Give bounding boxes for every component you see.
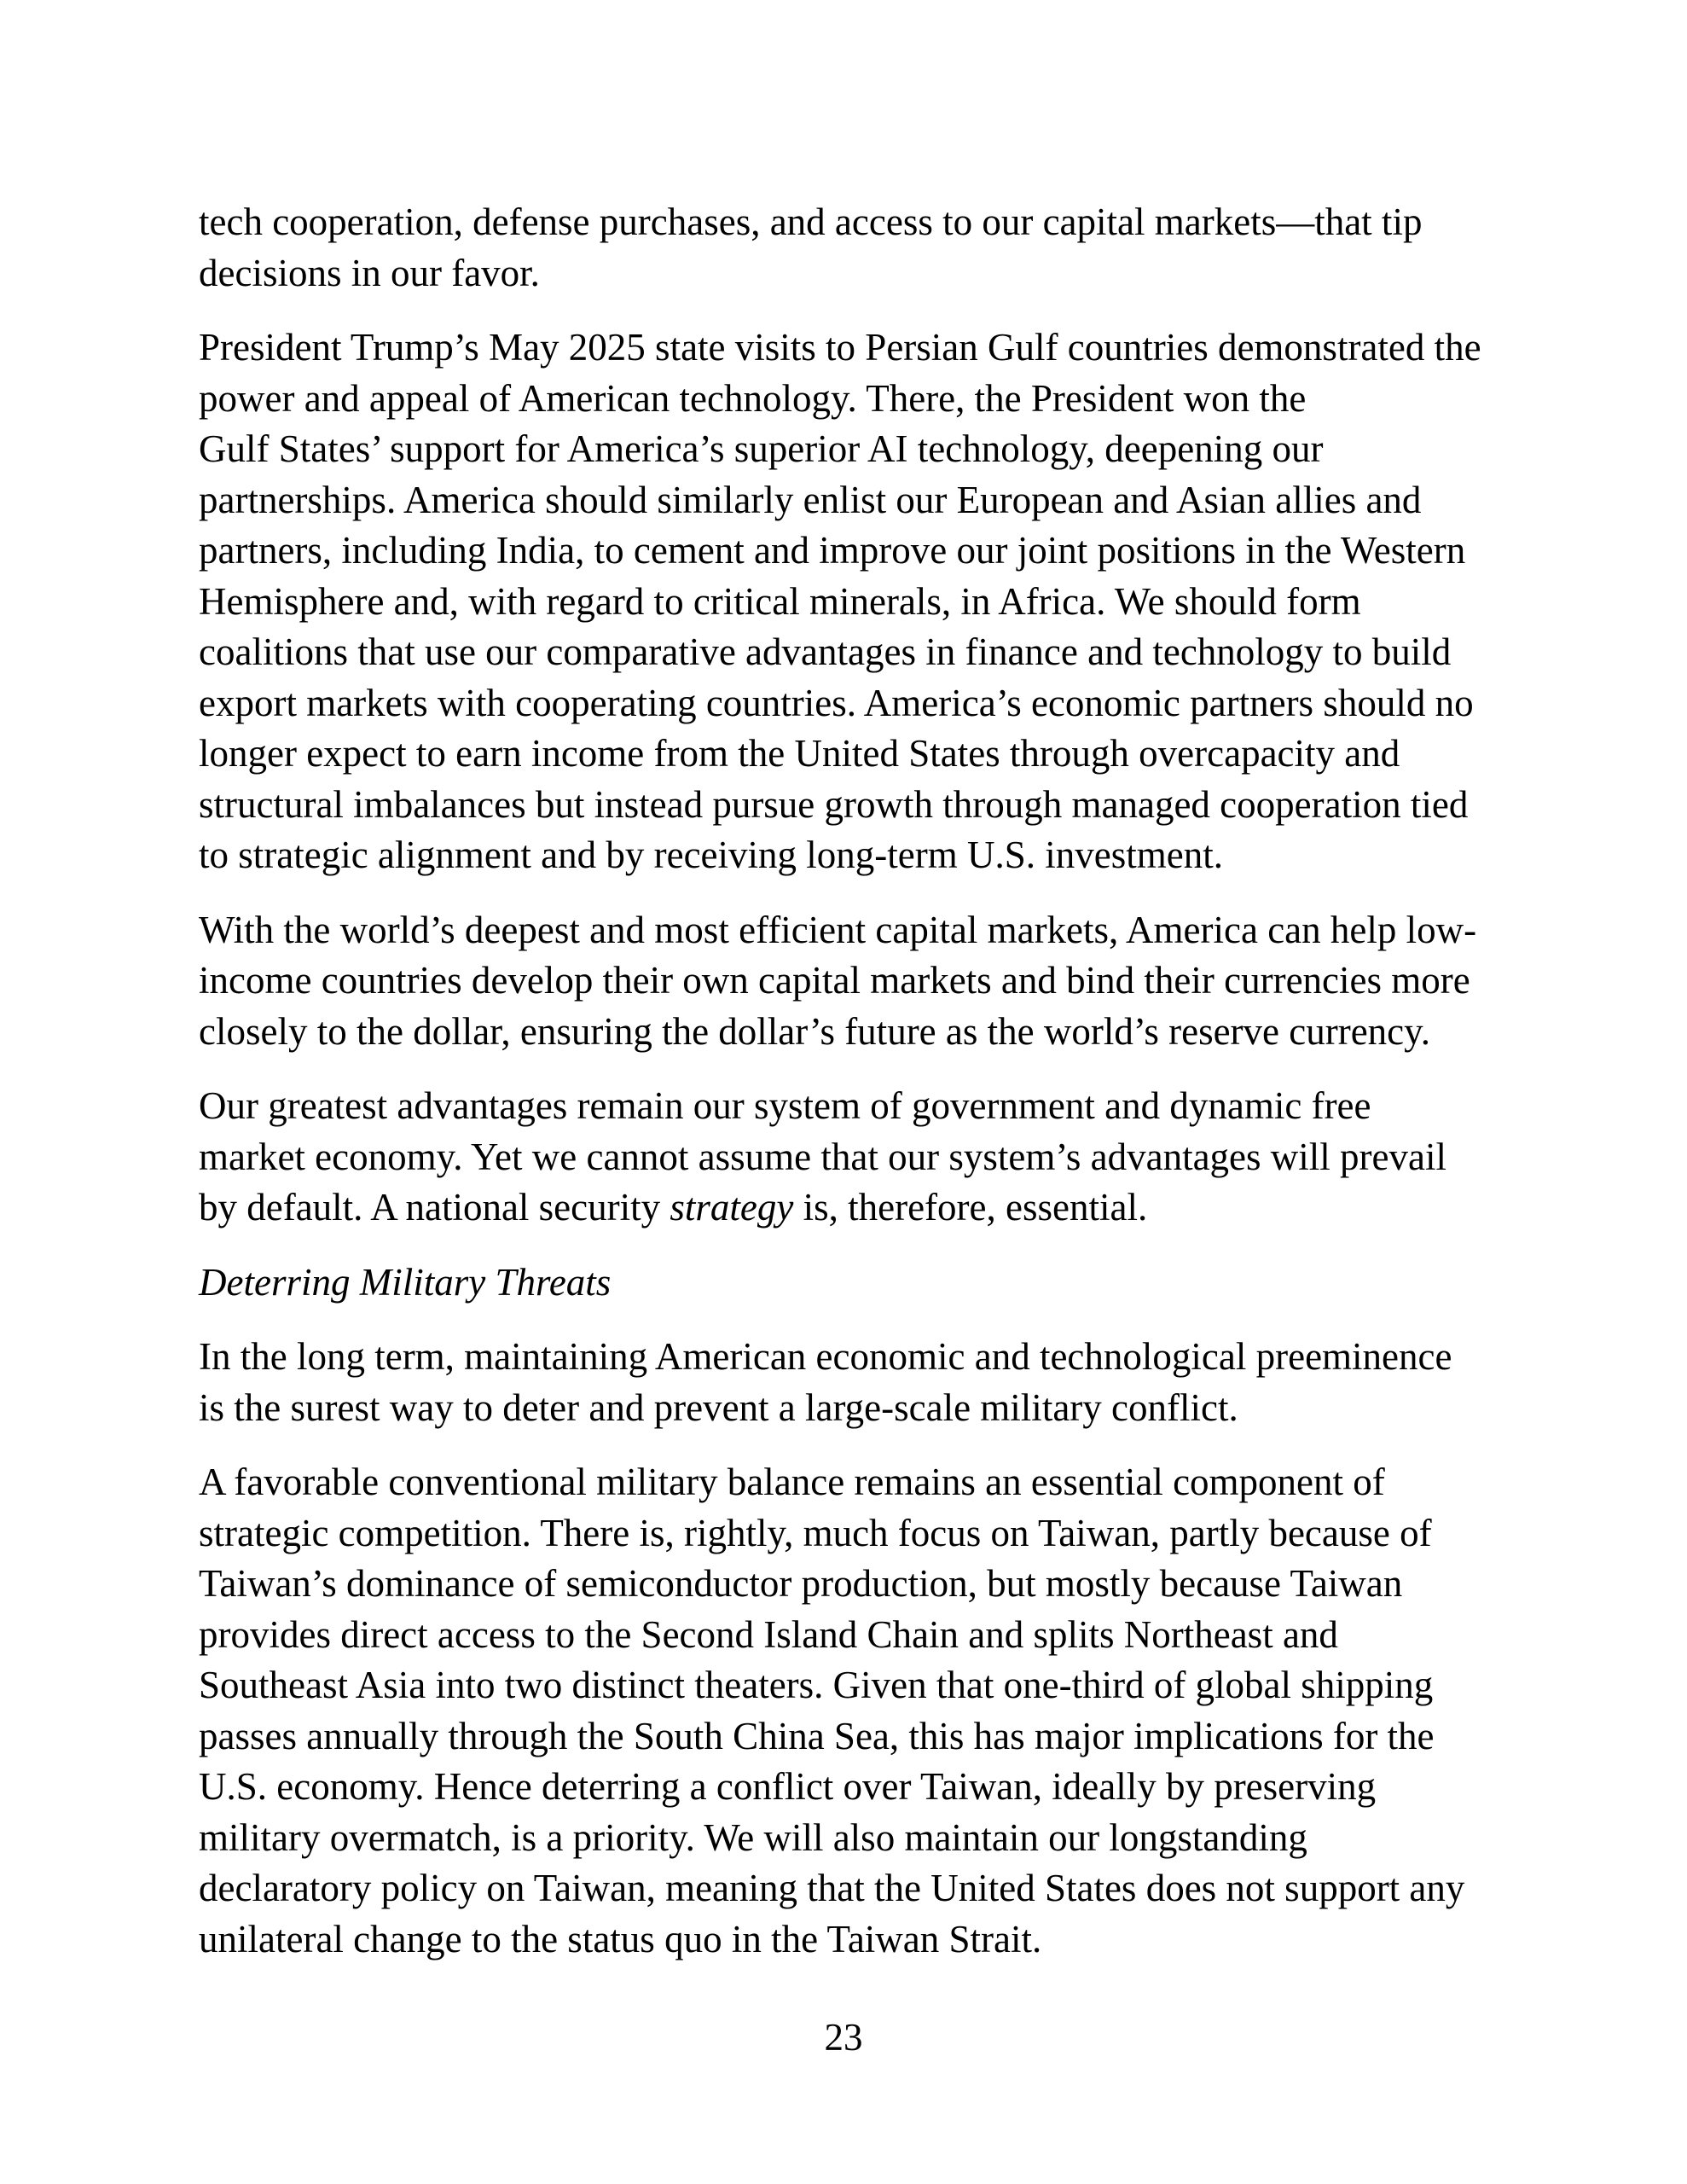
text-line: In the long term, maintaining American economic and technological preeminence — [199, 1335, 1452, 1378]
text-line: U.S. economy. Hence deterring a conflict over Taiwan, ideally by preserving — [199, 1765, 1377, 1808]
text-line: income countries develop their own capital markets and bind their currencies more — [199, 959, 1470, 1002]
text-line: President Trump’s May 2025 state visits to Persian Gulf countries demonstrated the — [199, 326, 1481, 369]
text-line: market economy. Yet we cannot assume that our system’s advantages will prevail — [199, 1135, 1446, 1178]
body-paragraph — [199, 905, 1492, 1058]
text-line: Hemisphere and, with regard to critical minerals, in Africa. We should form — [199, 579, 1361, 623]
text-line: export markets with cooperating countries. America’s economic partners should no — [199, 681, 1474, 724]
body-paragraph — [199, 1081, 1492, 1234]
text-line: longer expect to earn income from the United States through overcapacity and — [199, 732, 1400, 775]
text-line: With the world’s deepest and most efficient capital markets, America can help low- — [199, 908, 1477, 951]
text-line: Taiwan’s dominance of semiconductor production, but mostly because Taiwan — [199, 1562, 1403, 1605]
text-line: structural imbalances but instead pursue growth through managed cooperation tied — [199, 782, 1469, 826]
text-line: closely to the dollar, ensuring the dollar’s future as the world’s reserve currency. — [199, 1009, 1430, 1053]
italic-text-segment: strategy — [670, 1186, 794, 1228]
text-line: strategic competition. There is, rightly, much focus on Taiwan, partly because of — [199, 1511, 1432, 1554]
body-paragraph — [199, 322, 1492, 881]
text-line: to strategic alignment and by receiving long-term U.S. investment. — [199, 834, 1223, 876]
text-line: unilateral change to the status quo in the Taiwan Strait. — [199, 1917, 1042, 1960]
text-line: Our greatest advantages remain our system of government and dynamic free — [199, 1084, 1371, 1127]
text-line: is the surest way to deter and prevent a large-scale military conflict. — [199, 1385, 1238, 1429]
text-line: Gulf States’ support for America’s superior AI technology, deepening our — [199, 427, 1324, 470]
heading-paragraph — [199, 1258, 1492, 1309]
text-line: passes annually through the South China Sea, this has major implications for the — [199, 1714, 1435, 1757]
section-heading: Deterring Military Threats — [199, 1260, 612, 1304]
page-number: 23 — [824, 2016, 863, 2059]
text-line: partnerships. America should similarly enlist our European and Asian allies and — [199, 478, 1422, 521]
text-segment: by default. A national security — [199, 1186, 670, 1228]
body-paragraph — [199, 1457, 1492, 1965]
text-line: partners, including India, to cement and improve our joint positions in the Western — [199, 529, 1466, 572]
text-line: provides direct access to the Second Island Chain and splits Northeast and — [199, 1612, 1338, 1656]
text-line: military overmatch, is a priority. We will also maintain our longstanding — [199, 1815, 1307, 1859]
text-line: declaratory policy on Taiwan, meaning that the United States does not support any — [199, 1867, 1465, 1909]
body-paragraph — [199, 1332, 1492, 1433]
text-line: Southeast Asia into two distinct theaters. Given that one-third of global shipping — [199, 1664, 1434, 1706]
text-line: A favorable conventional military balance remains an essential component of — [199, 1461, 1385, 1503]
body-paragraph — [199, 197, 1492, 299]
text-line: decisions in our favor. — [199, 251, 540, 294]
text-line: tech cooperation, defense purchases, and access to our capital markets—that tip — [199, 200, 1423, 243]
page-content — [199, 197, 1492, 1965]
text-line: power and appeal of American technology. There, the President won the — [199, 376, 1307, 420]
text-line — [199, 1182, 1492, 1234]
text-line: coalitions that use our comparative advantages in finance and technology to build — [199, 630, 1452, 673]
text-segment: is, therefore, essential. — [793, 1186, 1148, 1228]
